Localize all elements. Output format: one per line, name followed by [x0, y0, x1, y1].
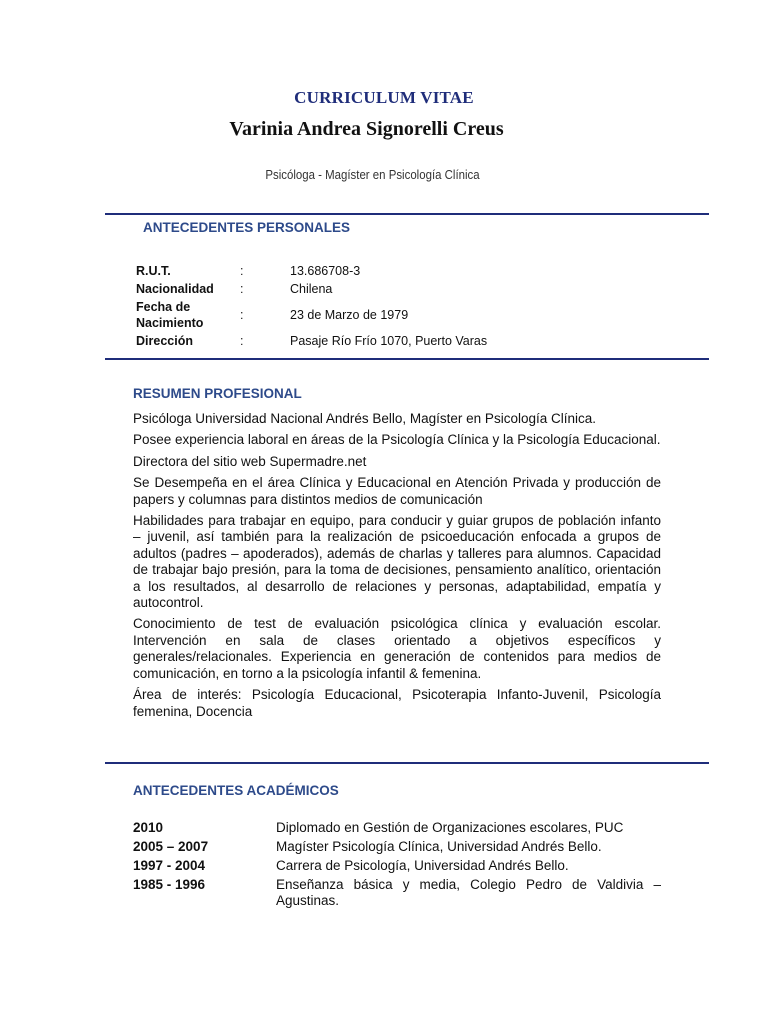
- summary-section-title: RESUMEN PROFESIONAL: [133, 386, 302, 401]
- academic-years: 1997 - 2004: [133, 858, 206, 873]
- summary-paragraph: Habilidades para trabajar en equipo, para conducir y guiar grupos de población infanto – juvenil, así también para la realización de psicoeducación enfocada a grupos de adultos (padres – apoderados), además de charlas y talleres para alumnos. Capacidad de trabajar bajo presión, para la toma de decisiones, pensamiento analítico, orientación a los resultados, al desarrollo de relaciones y personas, adaptabilidad, empatía y autocontrol.: [133, 513, 661, 611]
- academic-table: [133, 820, 661, 909]
- academic-row: [133, 820, 661, 839]
- candidate-name: Varinia Andrea Signorelli Creus: [229, 118, 504, 140]
- summary-paragraph: Se Desempeña en el área Clínica y Educacional en Atención Privada y producción de papers y columnas para distintos medios de comunicación: [133, 475, 661, 507]
- academic-row: [133, 877, 661, 909]
- summary-paragraph: Posee experiencia laboral en áreas de la Psicología Clínica y la Psicología Educacional.: [133, 432, 661, 448]
- personal-key: R.U.T.: [136, 264, 171, 278]
- document-label: CURRICULUM VITAE: [294, 88, 474, 107]
- academic-description: Diplomado en Gestión de Organizaciones escolares, PUC: [276, 820, 624, 835]
- summary-paragraph: Área de interés: Psicología Educacional, Psicoterapia Infanto-Juvenil, Psicología femenina, Docencia: [133, 687, 661, 719]
- academic-description: Magíster Psicología Clínica, Universidad Andrés Bello.: [276, 839, 602, 854]
- personal-key: Dirección: [136, 334, 193, 348]
- academic-row: [133, 858, 661, 877]
- summary-paragraph: Directora del sitio web Supermadre.net: [133, 453, 367, 469]
- personal-row-nationality: [136, 280, 487, 298]
- personal-separator: :: [240, 308, 244, 322]
- academic-years: 1985 - 1996: [133, 877, 206, 892]
- academic-row: [133, 839, 661, 858]
- section-divider: [105, 762, 709, 764]
- personal-value: 23 de Marzo de 1979: [290, 308, 409, 322]
- personal-row-birthdate: [136, 298, 487, 332]
- personal-value: Chilena: [290, 282, 333, 296]
- academic-description: Enseñanza básica y media, Colegio Pedro de Valdivia – Agustinas.: [276, 877, 661, 908]
- candidate-profession: Psicóloga - Magíster en Psicología Clínica: [265, 167, 480, 182]
- personal-key: Fecha de Nacimiento: [136, 300, 204, 330]
- section-divider: [105, 213, 709, 215]
- personal-section-title: ANTECEDENTES PERSONALES: [143, 220, 351, 235]
- summary-paragraph: Conocimiento de test de evaluación psicológica clínica y evaluación escolar. Intervención en sala de clases orientado a objetivos específicos y generales/relacionales. Experiencia en generación de contenidos para medios de comunicación, en torno a la psicología infantil & femenina.: [133, 616, 661, 681]
- academic-years: 2010: [133, 820, 164, 835]
- section-divider: [105, 358, 709, 360]
- professional-summary: [133, 411, 661, 725]
- summary-paragraph: Psicóloga Universidad Nacional Andrés Bello, Magíster en Psicología Clínica.: [133, 411, 596, 426]
- personal-value: Pasaje Río Frío 1070, Puerto Varas: [290, 334, 488, 348]
- personal-key: Nacionalidad: [136, 282, 214, 296]
- personal-separator: :: [240, 282, 244, 296]
- academic-description: Carrera de Psicología, Universidad Andrés Bello.: [276, 858, 569, 873]
- personal-info-table: [136, 262, 487, 350]
- personal-separator: :: [240, 264, 244, 278]
- personal-row-address: [136, 332, 487, 350]
- personal-row-rut: [136, 262, 487, 280]
- personal-separator: :: [240, 334, 244, 348]
- personal-value: 13.686708-3: [290, 264, 361, 278]
- academic-years: 2005 – 2007: [133, 839, 209, 854]
- academic-section-title: ANTECEDENTES ACADÉMICOS: [133, 783, 339, 798]
